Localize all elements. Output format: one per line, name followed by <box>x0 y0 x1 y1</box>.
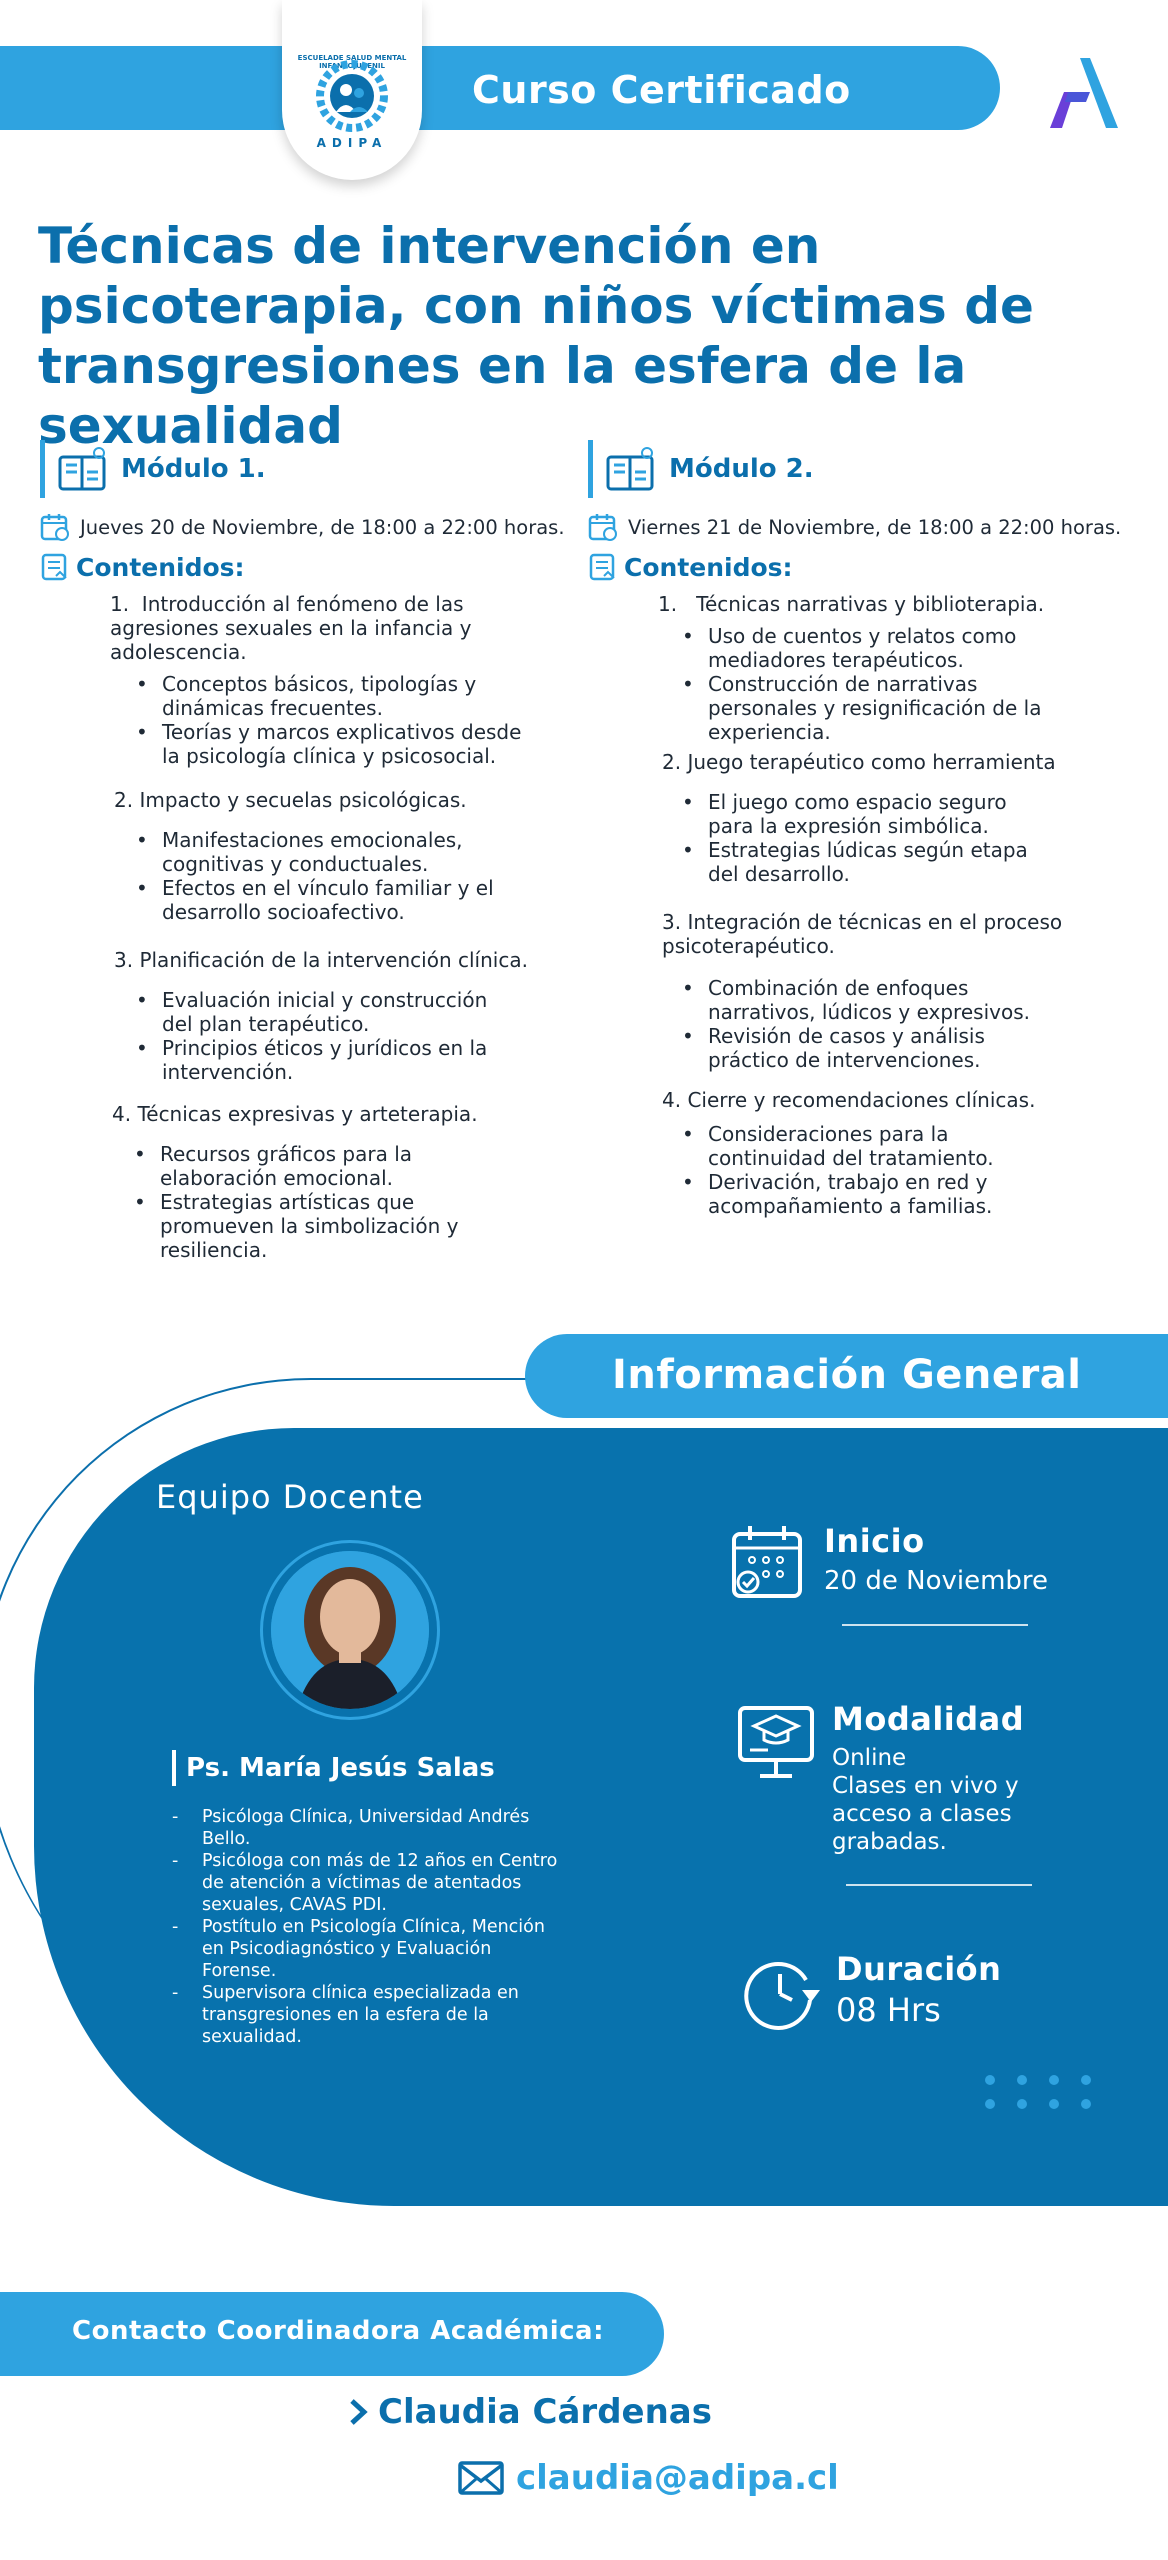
m1-topic-1: 1. Introducción al fenómeno de las agresiones sexuales en la infancia y adolescencia. <box>110 592 472 664</box>
module-2 <box>588 440 1148 1218</box>
list-item: • Derivación, trabajo en red y acompañamiento a familias. <box>708 1170 1048 1218</box>
module-1-date-text: Jueves 20 de Noviembre, de 18:00 a 22:00 horas. <box>80 515 565 539</box>
info-modality <box>736 1700 1032 1856</box>
envelope-icon <box>458 2461 504 2495</box>
module-2-date-text: Viernes 21 de Noviembre, de 18:00 a 22:00 horas. <box>628 515 1122 539</box>
m2-topic-1: 1. Técnicas narrativas y biblioterapia. <box>658 592 1045 616</box>
list-item: • Combinación de enfoques narrativos, lúdicos y expresivos. <box>708 976 1068 1024</box>
coordinator-email[interactable] <box>458 2458 839 2498</box>
header-title: Curso Certificado <box>472 68 851 112</box>
m2-topic-2: 2. Juego terapéutico como herramienta <box>662 750 1056 774</box>
book-icon <box>605 445 657 493</box>
adipa-logo-badge <box>282 0 422 180</box>
module-1-date <box>40 512 600 542</box>
list-item: • Efectos en el vínculo familiar y el desarrollo socioafectivo. <box>162 876 522 924</box>
course-title: Técnicas de intervención en psicoterapia, con niños víctimas de transgresiones en la esfera de la sexualidad <box>38 217 1034 455</box>
calendar-icon <box>588 512 618 542</box>
logo-top-text: ESCUELADE SALUD MENTAL INFANTOJUVENIL <box>297 54 407 70</box>
list-item: • Evaluación inicial y construcción del plan terapéutico. <box>162 988 522 1036</box>
m2-topic-4-bullets <box>708 1122 1048 1218</box>
calendar-check-icon <box>728 1522 812 1606</box>
clock-icon <box>740 1950 824 2034</box>
duration-label: Duración <box>836 1950 1002 1988</box>
list-item: - Supervisora clínica especializada en transgresiones en la esfera de la sexualidad. <box>202 1982 562 2048</box>
list-item: • Uso de cuentos y relatos como mediadores terapéuticos. <box>708 624 1068 672</box>
m2-topic-2-bullets <box>708 790 1048 886</box>
modality-value-1: Online <box>832 1745 907 1771</box>
list-item: • Consideraciones para la continuidad del tratamiento. <box>708 1122 1048 1170</box>
list-item: • Estrategias artísticas que promueven la simbolización y resiliencia. <box>160 1190 500 1262</box>
list-item: • Teorías y marcos explicativos desde la psicología clínica y psicosocial. <box>162 720 522 768</box>
module-2-contents-label: Contenidos: <box>624 552 793 582</box>
monitor-graduation-icon <box>736 1700 820 1784</box>
adipa-brand-mark-icon <box>1046 56 1118 130</box>
list-item: • El juego como espacio seguro para la expresión simbólica. <box>708 790 1048 838</box>
list-item: • Manifestaciones emocionales, cognitivas y conductuales. <box>162 828 522 876</box>
list-item: - Psicóloga con más de 12 años en Centro de atención a víctimas de atentados sexuales, CAVAS PDI. <box>202 1850 562 1916</box>
divider <box>846 1884 1032 1886</box>
checklist-icon <box>588 552 618 582</box>
list-item: - Psicóloga Clínica, Universidad Andrés Bello. <box>202 1806 562 1850</box>
coordinator-name <box>346 2392 712 2432</box>
start-label: Inicio <box>824 1522 925 1560</box>
module-1-contents-label: Contenidos: <box>76 552 245 582</box>
module-2-header <box>588 440 1148 498</box>
m2-topic-3-bullets <box>708 976 1068 1072</box>
module-2-contents-header <box>588 552 1148 582</box>
list-item: • Conceptos básicos, tipologías y dinámicas frecuentes. <box>162 672 522 720</box>
module-1-header <box>40 440 600 498</box>
logo-bottom-text: ADIPA <box>316 136 388 150</box>
module-1-label: Módulo 1. <box>121 454 266 484</box>
coordinator-name-text: Claudia Cárdenas <box>378 2392 712 2432</box>
teacher-bio-list <box>202 1806 562 2048</box>
chevron-right-icon <box>346 2395 370 2429</box>
school-emblem-icon <box>306 50 398 142</box>
m2-topic-3: 3. Integración de técnicas en el proceso psicoterapéutico. <box>662 910 1063 958</box>
divider <box>842 1624 1028 1626</box>
teacher-avatar <box>271 1551 429 1709</box>
book-icon <box>57 445 109 493</box>
modality-label: Modalidad <box>832 1700 1025 1738</box>
list-item: • Construcción de narrativas personales y resignificación de la experiencia. <box>708 672 1068 744</box>
m1-topic-4: 4. Técnicas expresivas y arteterapia. <box>112 1102 478 1126</box>
m1-topic-3: 3. Planificación de la intervención clínica. <box>114 948 528 972</box>
start-value: 20 de Noviembre <box>824 1566 1049 1596</box>
teacher-name: Ps. María Jesús Salas <box>172 1750 495 1786</box>
list-item: • Recursos gráficos para la elaboración emocional. <box>160 1142 500 1190</box>
module-1 <box>40 440 600 1262</box>
list-item: • Principios éticos y jurídicos en la intervención. <box>162 1036 522 1084</box>
decorative-dots <box>980 2070 1100 2120</box>
info-start <box>728 1522 1048 1606</box>
contact-title: Contacto Coordinadora Académica: <box>72 2316 604 2346</box>
email-link[interactable]: claudia@adipa.cl <box>516 2458 839 2498</box>
m1-topic-3-bullets <box>162 988 522 1084</box>
duration-value: 08 Hrs <box>836 1991 941 2029</box>
m1-topic-2-bullets <box>162 828 522 924</box>
info-duration <box>740 1950 1001 2034</box>
module-1-contents-header <box>40 552 600 582</box>
checklist-icon <box>40 552 70 582</box>
modality-value-2: Clases en vivo y acceso a clases grabadas. <box>832 1773 1019 1855</box>
m1-topic-1-bullets <box>162 672 522 768</box>
m1-topic-2: 2. Impacto y secuelas psicológicas. <box>114 788 467 812</box>
m2-topic-4: 4. Cierre y recomendaciones clínicas. <box>662 1088 1036 1112</box>
teacher-photo-frame <box>260 1540 440 1720</box>
module-2-label: Módulo 2. <box>669 454 814 484</box>
list-item: - Postítulo en Psicología Clínica, Mención en Psicodiagnóstico y Evaluación Forense. <box>202 1916 562 1982</box>
info-general-title: Información General <box>612 1352 1082 1398</box>
m1-topic-4-bullets <box>160 1142 500 1262</box>
module-2-date <box>588 512 1148 542</box>
m2-topic-1-bullets <box>708 624 1068 744</box>
list-item: • Estrategias lúdicas según etapa del desarrollo. <box>708 838 1048 886</box>
teacher-portrait-icon <box>271 1551 429 1709</box>
list-item: • Revisión de casos y análisis práctico de intervenciones. <box>708 1024 1068 1072</box>
calendar-icon <box>40 512 70 542</box>
team-title: Equipo Docente <box>156 1478 424 1516</box>
